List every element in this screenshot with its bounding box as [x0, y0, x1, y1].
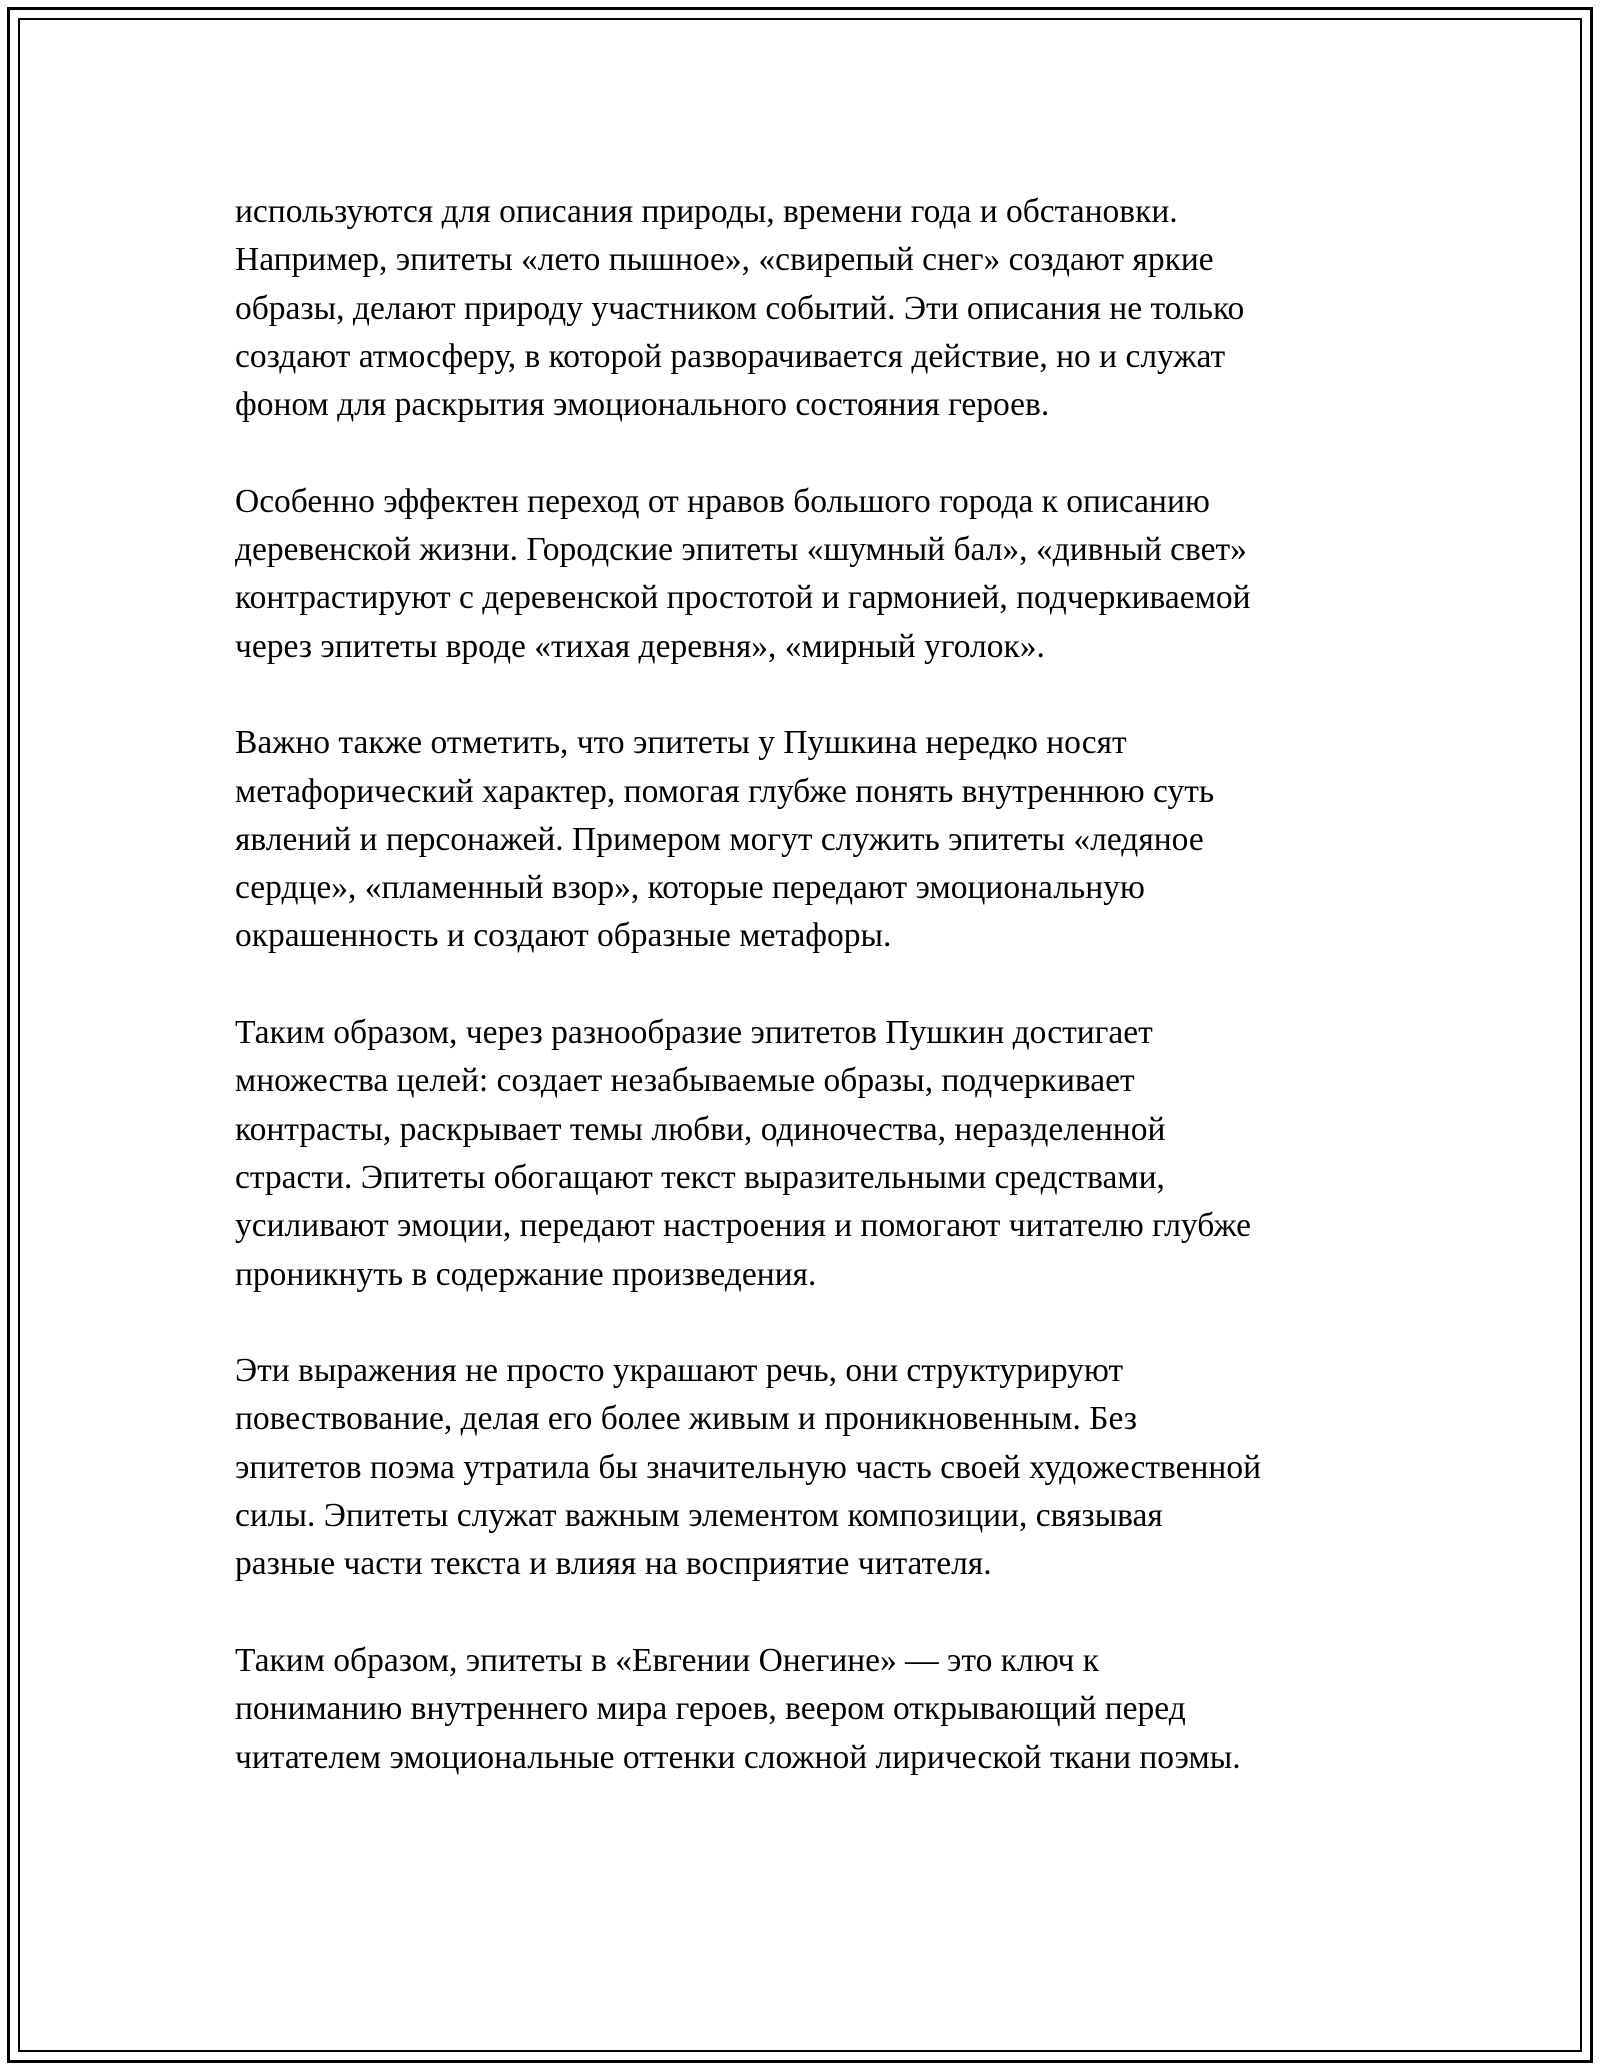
paragraph-metaphorical-epithets: Важно также отметить, что эпитеты у Пушкина нередко носят метафорический характер, помогая глубже понять внутреннюю суть явлений и персонажей. Примером могут служить эпитеты «ледяное сердце», «пламенный взор», которые передают эмоциональную окрашенность и создают образные метафоры.: [235, 724, 1215, 955]
paragraph-nature-descriptions: используются для описания природы, времени года и обстановки. Например, эпитеты «лето пышное», «свирепый снег» создают яркие образы, делают природу участником событий. Эти описания не только создают атмосферу, в которой разворачивается действие, но и служат фоном для раскрытия эмоционального состояния героев.: [235, 193, 1245, 424]
paragraph-city-village-contrast: Особенно эффектен переход от нравов большого города к описанию деревенской жизни. Городские эпитеты «шумный бал», «дивный свет» контрастируют с деревенской простотой и гармонией, подчеркиваемой через эпитеты вроде «тихая деревня», «мирный уголок».: [235, 482, 1251, 665]
paragraph-goals-of-epithets: Таким образом, через разнообразие эпитетов Пушкин достигает множества целей: создает незабываемые образы, подчеркивает контрасты, раскрывает темы любви, одиночества, неразделенной страсти. Эпитеты обогащают текст выразительными средствами, усиливают эмоции, передают настроения и помогают читателю глубже проникнуть в содержание произведения.: [235, 1014, 1252, 1293]
document-body: [235, 188, 1385, 1782]
paragraph-conclusion: Таким образом, эпитеты в «Евгении Онегине» — это ключ к пониманию внутреннего мира героев, веером открывающий перед читателем эмоциональные оттенки сложной лирической ткани поэмы.: [235, 1641, 1241, 1776]
paragraph-narrative-structure: Эти выражения не просто украшают речь, они структурируют повествование, делая его более живым и проникновенным. Без эпитетов поэма утратила бы значительную часть своей художественной силы. Эпитеты служат важным элементом композиции, связывая разные части текста и влияя на восприятие читателя.: [235, 1352, 1262, 1583]
